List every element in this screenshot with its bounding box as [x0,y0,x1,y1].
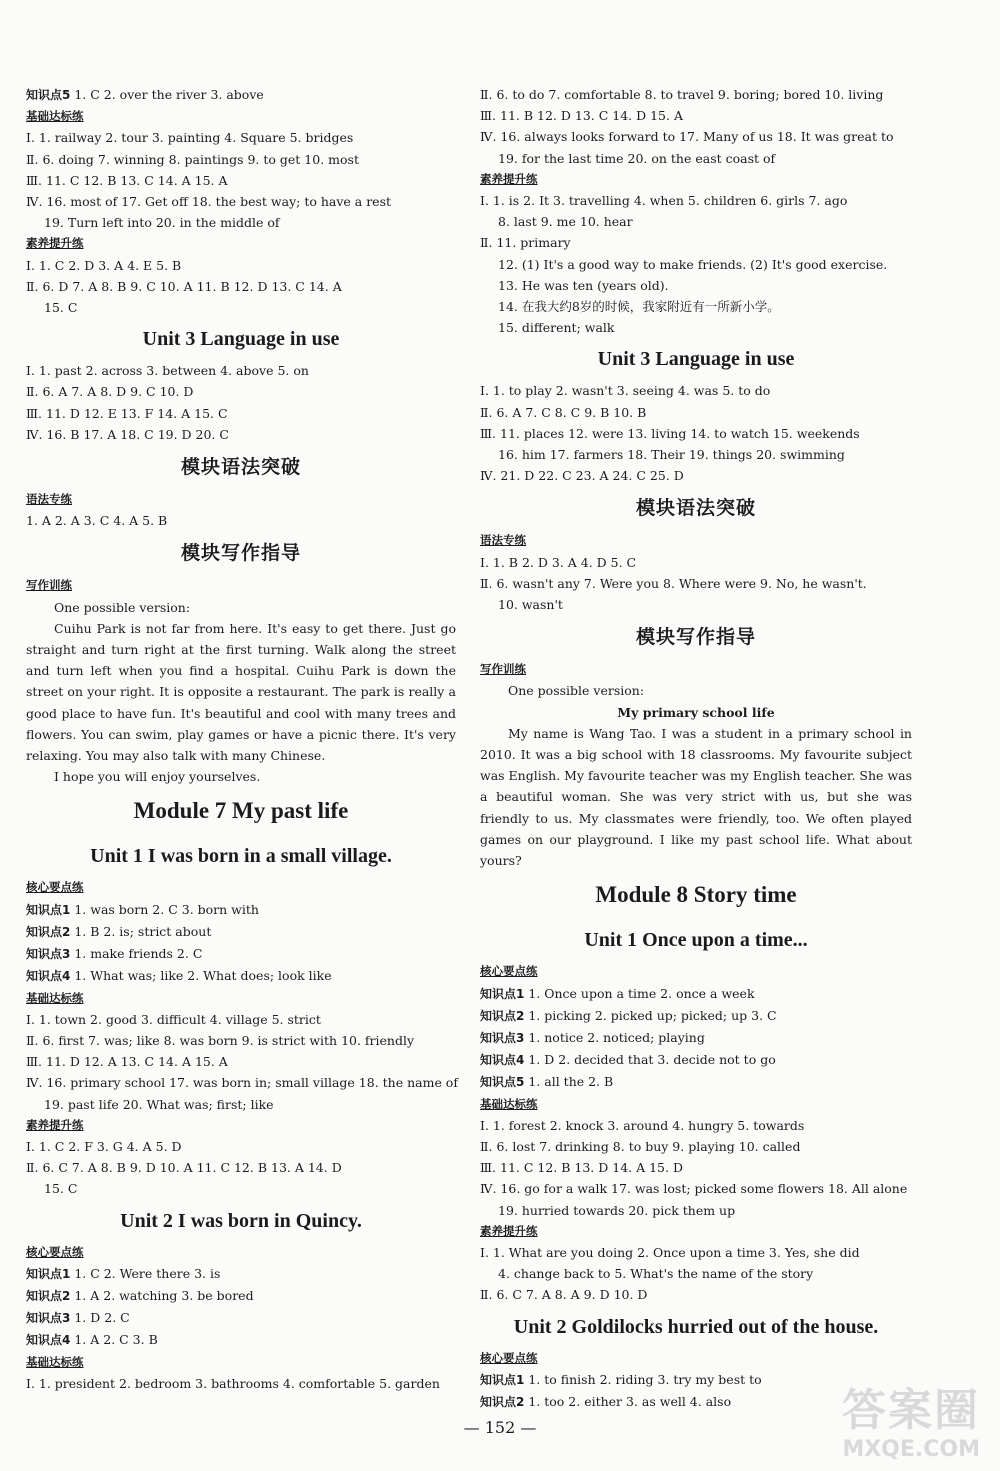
answer-text: Ⅰ. 1. B 2. D 3. A 4. D 5. C [480,554,637,570]
answer-text: 1. C 2. Were there 3. is [74,1265,221,1281]
knowledge-point-label: 知识点5 [480,1075,525,1090]
section-label: 素养提升练 [480,171,538,186]
answer-text: Ⅳ. 16. B 17. A 18. C 19. D 20. C [26,426,229,442]
essay-line: One possible version: [54,599,191,615]
answer-line [26,965,456,987]
answer-line [480,126,912,147]
answer-line [26,1157,456,1178]
answer-text: Ⅰ. 1. What are you doing 2. Once upon a time 3. Yes, she did [480,1244,860,1260]
knowledge-point-label: 知识点2 [26,924,71,939]
answer-text: Ⅱ. 6. C 7. A 8. A 9. D 10. D [480,1287,648,1303]
answer-text: Ⅳ. 16. always looks forward to 17. Many of us 18. It was great to [480,129,894,145]
answer-line [480,573,912,594]
answer-text: Ⅰ. 1. town 2. good 3. difficult 4. village 5. strict [26,1011,321,1027]
answer-text: Ⅰ. 1. C 2. D 3. A 4. E 5. B [26,257,182,273]
answer-text: 1. all the 2. B [528,1074,614,1090]
answer-text: 1. was born 2. C 3. born with [74,901,259,917]
section-label: 基础达标练 [26,1354,84,1369]
answer-text: Ⅲ. 11. places 12. were 13. living 14. to watch 15. weekends [480,425,860,441]
answer-line [26,149,456,170]
answer-line [26,1307,456,1329]
knowledge-point-label: 知识点4 [26,1333,71,1348]
answer-text: 12. (1) It's a good way to make friends. (2) It's good exercise. [498,256,888,272]
answer-text: 1. B 2. is; strict about [74,923,212,939]
left-column [26,84,456,1394]
answer-text: 14. 在我大约8岁的时候，我家附近有一所新小学。 [498,299,780,315]
answer-text: Ⅰ. 1. forest 2. knock 3. around 4. hungry 5. towards [480,1117,805,1133]
answer-text: Ⅳ. 16. most of 17. Get off 18. the best way; to have a rest [26,194,392,210]
answer-text: 19. Turn left into 20. in the middle of [44,215,280,231]
section-label: 素养提升练 [26,236,84,251]
answer-text: 1. too 2. either 3. as well 4. also [528,1393,732,1409]
answer-line [480,1200,912,1221]
answer-line [26,403,456,424]
answer-text: 15. different; walk [498,320,615,336]
answer-text: Ⅰ. 1. is 2. It 3. travelling 4. when 5. children 6. girls 7. ago [480,193,848,209]
answer-text: Ⅰ. 1. railway 2. tour 3. painting 4. Square 5. bridges [26,130,354,146]
answer-line [26,84,456,106]
answer-line [26,1373,456,1394]
section-label: 基础达标练 [480,1096,538,1111]
answer-text: Ⅰ. 1. past 2. across 3. between 4. above 5. on [26,363,309,379]
answer-line [26,170,456,191]
answer-text: 8. last 9. me 10. hear [498,214,633,230]
watermark-url: MXQE.COM [842,1437,980,1462]
answer-text: 1. A 2. A 3. C 4. A 5. B [26,513,168,529]
essay-line: I hope you will enjoy yourselves. [54,769,261,785]
knowledge-point-label: 知识点1 [26,1266,71,1281]
answer-line [26,899,456,921]
answer-text: 1. What was; like 2. What does; look like [74,968,332,984]
answer-line [480,1157,912,1178]
answer-line [480,1136,912,1157]
answer-text: Ⅱ. 6. C 7. A 8. B 9. D 10. A 11. C 12. B 13. A 14. D [26,1160,342,1176]
answer-text: Ⅳ. 16. go for a walk 17. was lost; picked some flowers 18. All alone [480,1181,908,1197]
section-label: 基础达标练 [26,109,84,124]
answer-line [480,1071,912,1093]
answer-line [480,1049,912,1071]
answer-text: 10. wasn't [498,597,563,613]
answer-line [26,1178,456,1199]
answer-line [480,1263,912,1284]
knowledge-point-label: 知识点1 [480,1372,525,1387]
answer-line [480,465,912,486]
answer-text: Ⅱ. 6. lost 7. drinking 8. to buy 9. playing 10. called [480,1138,801,1154]
answer-text: 1. D 2. C [74,1310,130,1326]
answer-text: Ⅳ. 21. D 22. C 23. A 24. C 25. D [480,468,684,484]
knowledge-point-label: 知识点4 [480,1053,525,1068]
chinese-heading: 模块语法突破 [180,456,301,479]
answer-text: Ⅲ. 11. D 12. E 13. F 14. A 15. C [26,405,228,421]
answer-line [480,1178,912,1199]
answer-text: 19. hurried towards 20. pick them up [498,1202,736,1218]
answer-text: Ⅳ. 16. primary school 17. was born in; small village 18. the name of [26,1075,458,1091]
essay-paragraph: My name is Wang Tao. I was a student in a primary school in 2010. It was a big school with 18 classrooms. My favourite subject was English. My favourite teacher was my English teacher. She was a beautiful woman. She was very strict with us, but she was friendly to us. My classmates were friendly, too. We often played games on our playground. I like my past school life. What about yours? [480,725,912,869]
answer-line [26,1030,456,1051]
answer-text: 1. make friends 2. C [74,946,203,962]
answer-line [480,84,912,105]
answer-line [480,1005,912,1027]
answer-text: 15. C [44,300,78,316]
answer-text: 1. C 2. over the river 3. above [74,87,264,102]
unit-heading: Unit 3 Language in use [597,348,795,371]
answer-line [26,943,456,965]
answer-line [26,276,456,297]
answer-line [480,594,912,615]
answer-line [480,1242,912,1263]
answer-line [480,983,912,1005]
answer-text: Ⅱ. 6. A 7. A 8. D 9. C 10. D [26,384,194,400]
essay-title: My primary school life [617,704,775,720]
answer-line [480,1027,912,1049]
knowledge-point-label: 知识点1 [26,902,71,917]
answer-text: 1. A 2. watching 3. be bored [74,1287,254,1303]
answer-line [26,191,456,212]
answer-text: 15. C [44,1181,78,1197]
section-label: 核心要点练 [26,880,84,895]
answer-line [480,402,912,423]
answer-line [480,1115,912,1136]
answer-line [480,275,912,296]
section-label: 素养提升练 [480,1223,538,1238]
answer-line [480,296,912,317]
answer-line [26,1009,456,1030]
answer-line [26,1285,456,1307]
answer-line [26,1094,456,1115]
watermark-logo [842,1385,980,1462]
answer-line [480,232,912,253]
answer-line [26,127,456,148]
section-label: 基础达标练 [26,990,84,1005]
answer-line [480,380,912,401]
answer-text: 4. change back to 5. What's the name of the story [498,1266,814,1282]
section-label: 语法专练 [26,492,72,507]
answer-text: 1. picking 2. picked up; picked; up 3. C [528,1007,777,1023]
answer-text: Ⅰ. 1. to play 2. wasn't 3. seeing 4. was 5. to do [480,383,771,399]
answer-text: 1. to finish 2. riding 3. try my best to [528,1371,762,1387]
module-heading: Module 7 My past life [133,798,349,824]
answer-line [26,921,456,943]
answer-text: Ⅱ. 6. to do 7. comfortable 8. to travel 9. boring; bored 10. living [480,87,884,102]
answer-text: 19. past life 20. What was; first; like [44,1096,274,1112]
section-label: 写作训练 [26,578,72,593]
answer-text: Ⅱ. 6. A 7. C 8. C 9. B 10. B [480,404,647,420]
section-label: 语法专练 [480,533,526,548]
answer-line [26,381,456,402]
answer-line [480,211,912,232]
answer-text: Ⅱ. 6. doing 7. winning 8. paintings 9. to get 10. most [26,151,359,167]
answer-text: Ⅲ. 11. C 12. B 13. C 14. A 15. A [26,172,228,188]
answer-line [26,1051,456,1072]
knowledge-point-label: 知识点2 [480,1394,525,1409]
knowledge-point-label: 知识点3 [480,1030,525,1045]
knowledge-point-label: 知识点3 [26,947,71,962]
answer-text: Ⅲ. 11. C 12. B 13. D 14. A 15. D [480,1160,683,1176]
page-number: — 152 — [463,1418,537,1437]
knowledge-point-label: 知识点2 [26,1288,71,1303]
chinese-heading: 模块语法突破 [635,497,756,520]
answer-line [480,105,912,126]
knowledge-point-label: 知识点3 [26,1311,71,1326]
unit-heading: Unit 1 I was born in a small village. [90,845,392,868]
right-column [480,84,912,1413]
answer-line [26,1136,456,1157]
answer-line [26,1263,456,1285]
unit-heading: Unit 2 Goldilocks hurried out of the house. [513,1315,879,1338]
section-label: 核心要点练 [480,1350,538,1365]
answer-line [480,148,912,169]
answer-line [26,297,456,318]
watermark-mark: 答案圈 [842,1385,980,1436]
answer-text: Ⅱ. 6. D 7. A 8. B 9. C 10. A 11. B 12. D 13. C 14. A [26,278,342,294]
answer-line [26,1072,456,1093]
section-label: 核心要点练 [26,1244,84,1259]
answer-line [480,1284,912,1305]
answer-text: Ⅲ. 11. D 12. A 13. C 14. A 15. A [26,1054,228,1070]
answer-line [26,424,456,445]
answer-line [480,254,912,275]
section-label: 素养提升练 [26,1117,84,1132]
answer-text: Ⅲ. 11. B 12. D 13. C 14. D 15. A [480,108,683,124]
answer-text: 1. Once upon a time 2. once a week [528,985,755,1001]
answer-text: Ⅱ. 6. wasn't any 7. Were you 8. Where were 9. No, he wasn't. [480,575,867,591]
answer-text: Ⅱ. 11. primary [480,235,571,251]
knowledge-point-label: 知识点2 [480,1008,525,1023]
answer-line [480,317,912,338]
answer-text: 19. for the last time 20. on the east coast of [498,150,776,166]
answer-text: 1. A 2. C 3. B [74,1332,158,1348]
answer-line [26,212,456,233]
answer-text: Ⅰ. 1. C 2. F 3. G 4. A 5. D [26,1138,182,1154]
answer-text: Ⅰ. 1. president 2. bedroom 3. bathrooms 4. comfortable 5. garden [26,1375,440,1391]
answer-line [480,423,912,444]
unit-heading: Unit 3 Language in use [142,328,340,351]
answer-text: 1. D 2. decided that 3. decide not to go [528,1052,776,1068]
answer-text: 1. notice 2. noticed; playing [528,1029,705,1045]
essay-paragraph: Cuihu Park is not far from here. It's easy to get there. Just go straight and turn right at the first turning. Walk along the street and turn left when you find a hospital. Cuihu Park is down the street on your right. It is opposite a restaurant. The park is really a good place to have fun. It's beautiful and cool with many trees and flowers. You can swim, play games or have a picnic there. It's very relaxing. You may also talk with many Chinese. [26,620,456,764]
knowledge-point-label: 知识点5 [26,88,71,102]
answer-line [26,360,456,381]
section-label: 核心要点练 [480,964,538,979]
answer-text: Ⅱ. 6. first 7. was; like 8. was born 9. is strict with 10. friendly [26,1032,415,1048]
chinese-heading: 模块写作指导 [180,542,301,565]
unit-heading: Unit 2 I was born in Quincy. [120,1209,362,1232]
answer-text: 13. He was ten (years old). [498,277,669,293]
answer-line [26,255,456,276]
section-label: 写作训练 [480,662,526,677]
answer-line [26,1329,456,1351]
chinese-heading: 模块写作指导 [635,626,756,649]
answer-line [480,552,912,573]
knowledge-point-label: 知识点1 [480,986,525,1001]
knowledge-point-label: 知识点4 [26,969,71,984]
answer-line [26,510,456,531]
module-heading: Module 8 Story time [595,882,797,908]
answer-line [480,444,912,465]
answer-text: 16. him 17. farmers 18. Their 19. things 20. swimming [498,447,845,463]
essay-line: One possible version: [508,683,645,699]
answer-line [480,190,912,211]
unit-heading: Unit 1 Once upon a time... [584,929,808,952]
